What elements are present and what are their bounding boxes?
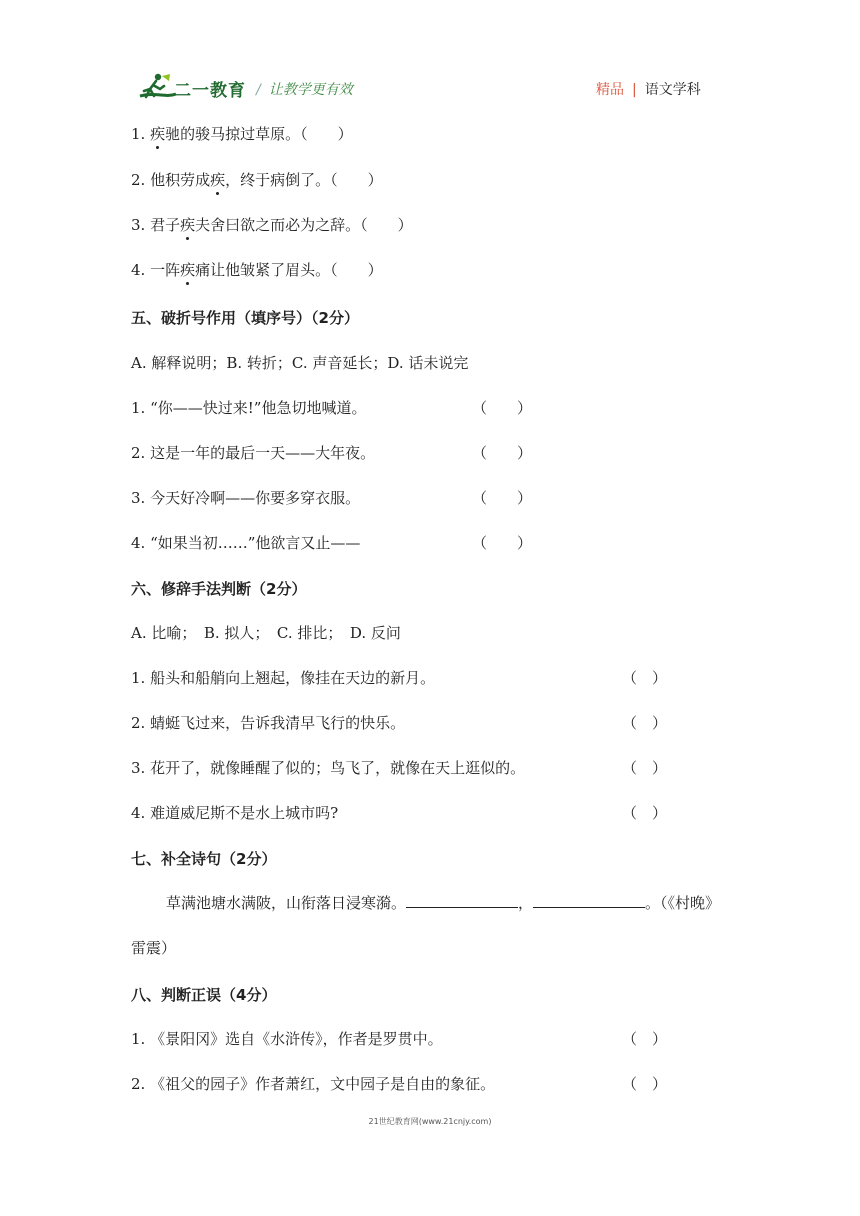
slogan: / 让教学更有效 — [256, 82, 353, 98]
section-5-title: 五、破折号作用（填序号）（2分） — [131, 309, 359, 327]
q4-item-2: 2. 他积劳成疾，终于病倒了。（ ） — [131, 171, 383, 189]
q4-item-3: 3. 君子疾夫舍曰欲之而必为之辞。（ ） — [131, 216, 413, 234]
section-6-item-4: 4. 难道威尼斯不是水上城市吗? — [131, 804, 339, 822]
answer-blank: （ ） — [622, 1075, 668, 1093]
section-5-options: A. 解释说明；B. 转折；C. 声音延长；D. 话未说完 — [131, 354, 469, 372]
answer-blank: （ ） — [622, 669, 668, 687]
section-6-options: A. 比喻； B. 拟人； C. 排比； D. 反问 — [131, 624, 401, 642]
section-6-title: 六、修辞手法判断（2分） — [131, 580, 307, 598]
section-5-item-2: 2. 这是一年的最后一天——大年夜。 — [131, 444, 376, 462]
answer-blank: （ ） — [472, 489, 533, 507]
poem-source: 雷震） — [131, 939, 177, 957]
section-8-title: 八、判断正误（4分） — [131, 986, 277, 1004]
answer-blank: （ ） — [622, 759, 668, 777]
section-5-item-1: 1. “你——快过来!”他急切地喊道。 — [131, 399, 367, 417]
page-header — [0, 0, 860, 110]
section-6-item-2: 2. 蜻蜓飞过来，告诉我清早飞行的快乐。 — [131, 714, 406, 732]
answer-blank: （ ） — [622, 1030, 668, 1048]
poem-line: 草满池塘水满陂，山衔落日浸寒漪。 ， 。（《村晚》 — [166, 894, 721, 912]
section-6-item-3: 3. 花开了，就像睡醒了似的；鸟飞了，就像在天上逛似的。 — [131, 759, 526, 777]
answer-blank: （ ） — [472, 399, 533, 417]
section-6-item-1: 1. 船头和船艄向上翘起，像挂在天边的新月。 — [131, 669, 436, 687]
section-7-title: 七、补全诗句（2分） — [131, 850, 277, 868]
answer-blank: （ ） — [472, 534, 533, 552]
answer-blank: （ ） — [622, 804, 668, 822]
premium-badge: 精品 — [596, 82, 624, 98]
answer-blank: （ ） — [622, 714, 668, 732]
page-footer: 21世纪教育网(www.21cnjy.com) — [368, 1117, 492, 1126]
section-8-item-1: 1. 《景阳冈》选自《水浒传》，作者是罗贯中。 — [131, 1030, 443, 1048]
section-8-item-2: 2. 《祖父的园子》作者萧红，文中园子是自由的象征。 — [131, 1075, 496, 1093]
fill-blank[interactable] — [533, 893, 645, 908]
section-5-item-3: 3. 今天好冷啊——你要多穿衣服。 — [131, 489, 361, 507]
subject-label: 语文学科 — [644, 82, 701, 98]
logo-text: 二一教育 — [174, 81, 246, 101]
section-5-item-4: 4. “如果当初……”他欲言又止—— — [131, 534, 361, 552]
q4-item-1: 1. 疾驰的骏马掠过草原。（ ） — [131, 125, 353, 143]
header-subject-label: 精品 | 语文学科 — [596, 82, 701, 98]
answer-blank: （ ） — [472, 444, 533, 462]
q4-item-4: 4. 一阵疾痛让他皱紧了眉头。（ ） — [131, 261, 383, 279]
fill-blank[interactable] — [406, 893, 518, 908]
